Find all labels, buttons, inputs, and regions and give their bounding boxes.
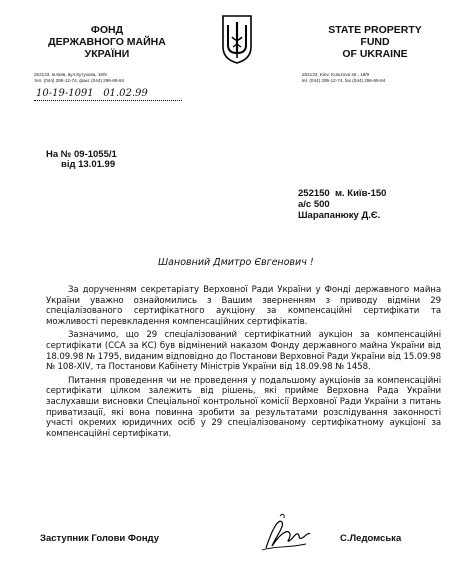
recipient-name: Шарапанюку Д.Є. — [298, 210, 381, 221]
fund-title-line: ДЕРЖАВНОГО МАЙНА — [48, 36, 166, 48]
address-ukrainian — [34, 72, 124, 84]
fund-title-line: УКРАЇНИ — [84, 48, 130, 60]
letter-body — [46, 285, 441, 439]
fund-title-line: ФОНД — [90, 24, 124, 36]
handwritten-signature-icon — [258, 510, 314, 554]
reference-underline — [34, 100, 182, 101]
address-line: 252133, м.Київ, вул.Кутузова, 18/9 — [34, 72, 107, 77]
paragraph: Питання проведення чи не проведення у подальшому аукціонів за компенсаційні сертифікати цілком залежить від рішень, які прийме Верховна Рада України заслухавши висновки Спеціальної контрольної комісії Верховної Ради України з питань приватизації, які вона повинна зробити за результатами розслідування законності участі окремих юридичних осіб у 29 спеціалізованому сертифікатному аукціоні за компенсаційні сертифікати. — [46, 375, 441, 439]
address-line: tel. (044) 295-12-74, fax (044) 296-69-84 — [302, 78, 386, 83]
paragraph: Зазначимо, що 29 спеціалізований сертифікатний аукціон за компенсаційні сертифікати (ССА за КС) був відмінений наказом Фонду державного майна України від 18.09.98 № 1795, виданим відповідно до Постанови Верховної Ради України від 15.09.98 № 108-XIV, та Постанови Кабінету Міністрів України від 18.09.98 № 1458. — [46, 330, 441, 373]
address-line: 252133, Kiev, Kutuzova str., 18/9 — [302, 72, 370, 77]
fund-title-line: STATE PROPERTY — [328, 24, 422, 36]
handwritten-reference: 10-19-1091 01.02.99 — [36, 88, 148, 99]
recipient-city: 252150 м. Київ-150 — [298, 188, 387, 199]
salutation: Шановний Дмитро Євгенович ! — [158, 257, 314, 268]
recipient-po-box: а/с 500 — [298, 199, 330, 210]
fund-title-line: FUND — [360, 36, 390, 48]
paragraph: За дорученням секретаріату Верховної Ради України у Фонді державного майна України уважно ознайомились з Вашим зверненням з приводу відміни 29 спеціалізованого сертифікатного аукціону за компенсаційні сертифікати та можливості перевкладення компенсаційних сертифікатів. — [46, 285, 441, 327]
address-line: тел. (044) 295-12-74, факс (044) 296-69-84 — [34, 78, 125, 83]
signatory-name: С.Ледомська — [340, 533, 402, 544]
fund-title-ukrainian — [22, 24, 192, 60]
reference-number: На № 09-1055/1 — [46, 149, 117, 160]
trident-coat-of-arms-icon — [220, 13, 254, 65]
fund-title-line: OF UKRAINE — [342, 48, 408, 60]
reference-date: від 13.01.99 — [61, 159, 116, 170]
address-english — [302, 72, 385, 84]
fund-title-english — [300, 24, 450, 60]
signatory-position: Заступник Голови Фонду — [40, 533, 159, 544]
